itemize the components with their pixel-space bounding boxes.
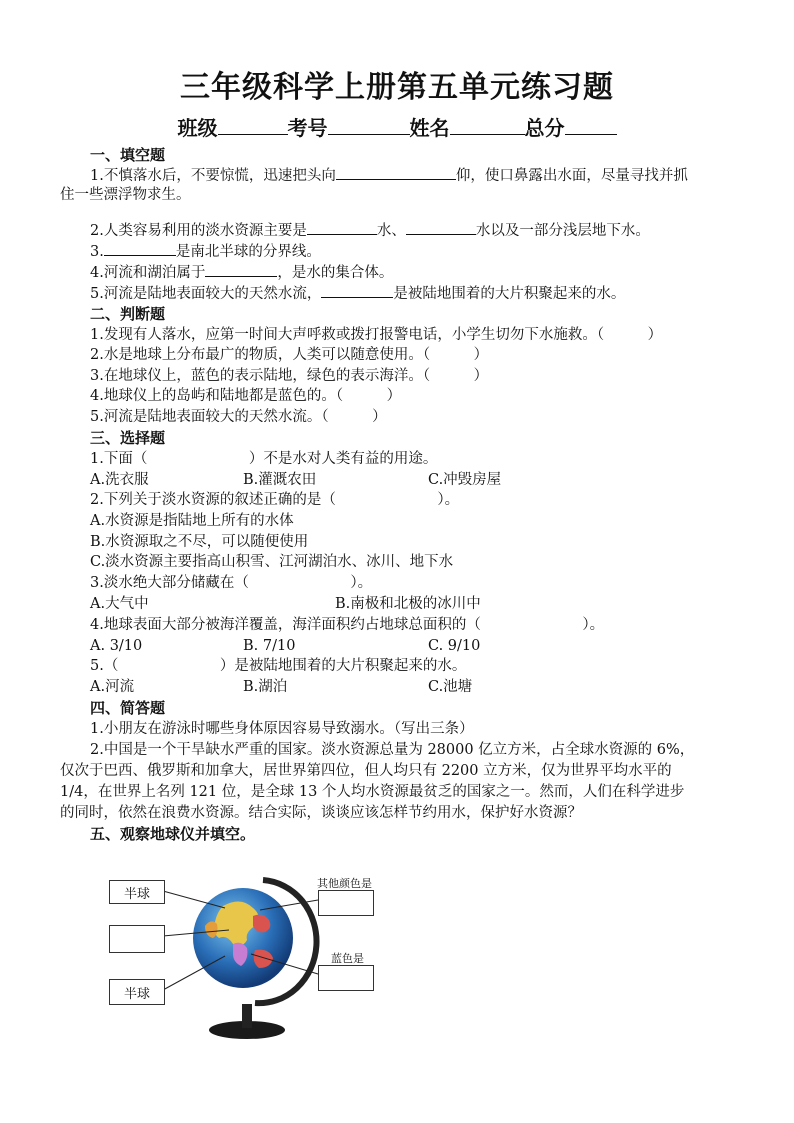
- judge-q5[interactable]: 5.河流是陆地表面较大的天然水流。（ ）: [90, 409, 387, 425]
- student-info-line: [0, 112, 794, 141]
- short-q2-line2: 仅次于巴西、俄罗斯和加拿大，居世界第四位，但人均只有 2200 立方米，仅为世界平均水平的: [60, 763, 672, 779]
- fill-q2-text-a: 2.人类容易利用的淡水资源主要是: [90, 223, 307, 239]
- exam-no-label: 考号: [287, 116, 328, 140]
- choice-q2: 2.下列关于淡水资源的叙述正确的是（ ）。: [90, 492, 460, 508]
- fill-q2-blank-1[interactable]: [307, 220, 377, 235]
- fill-q5-text-b: 是被陆地围着的大片积聚起来的水。: [393, 286, 626, 302]
- choice-q4-opt-b[interactable]: B. 7/10: [243, 638, 296, 654]
- blue-color-answer-box[interactable]: [318, 965, 374, 991]
- choice-q2-opt-b[interactable]: B.水资源取之不尽，可以随便使用: [90, 534, 309, 550]
- other-color-caption: 其他颜色是: [317, 877, 372, 890]
- score-label: 总分: [524, 116, 565, 140]
- short-q2-line1: 2.中国是一个干旱缺水严重的国家。淡水资源总量为 28000 亿立方米，占全球水资源的 6%，: [90, 742, 695, 758]
- section-choice-heading: 三、选择题: [90, 429, 166, 447]
- short-q1: 1.小朋友在游泳时哪些身体原因容易导致溺水。（写出三条）: [90, 721, 474, 737]
- fill-q5: [90, 283, 625, 304]
- name-label: 姓名: [409, 116, 450, 140]
- answer-box-middle[interactable]: [109, 925, 165, 953]
- fill-q1-blank[interactable]: [336, 165, 456, 180]
- choice-q1: 1.下面（ ）不是水对人类有益的用途。: [90, 451, 438, 467]
- judge-q1[interactable]: 1.发现有人落水，应第一时间大声呼救或拨打报警电话，小学生切勿下水施救。（ ）: [90, 327, 663, 343]
- class-label: 班级: [177, 116, 218, 140]
- choice-q4: 4.地球表面大部分被海洋覆盖，海洋面积约占地球总面积的（ ）。: [90, 617, 605, 633]
- class-blank[interactable]: [218, 116, 288, 135]
- fill-q4: [90, 262, 393, 283]
- choice-q5-opt-b[interactable]: B.湖泊: [243, 679, 288, 695]
- choice-q2-opt-a[interactable]: A.水资源是指陆地上所有的水体: [90, 513, 294, 529]
- fill-q1-text-a: 1.不慎落水后，不要惊慌，迅速把头向: [90, 168, 336, 184]
- choice-q3: 3.淡水绝大部分储藏在（ ）。: [90, 575, 373, 591]
- other-color-answer-box[interactable]: [318, 890, 374, 916]
- choice-q4-opt-c[interactable]: C. 9/10: [428, 638, 481, 654]
- fill-q5-text-a: 5.河流是陆地表面较大的天然水流，: [90, 286, 322, 302]
- fill-q2-text-c: 水以及一部分浅层地下水。: [475, 223, 650, 239]
- globe-diagram: [105, 868, 405, 1048]
- fill-q2-text-b: 水、: [376, 223, 406, 239]
- judge-q2[interactable]: 2.水是地球上分布最广的物质，人类可以随意使用。（ ）: [90, 347, 489, 363]
- score-blank[interactable]: [565, 116, 617, 135]
- name-blank[interactable]: [450, 116, 525, 135]
- exam-no-blank[interactable]: [328, 116, 410, 135]
- fill-q3: [90, 241, 321, 262]
- hemisphere-label-box-bottom: 半球: [109, 979, 165, 1005]
- choice-q1-opt-c[interactable]: C.冲毁房屋: [428, 472, 502, 488]
- fill-q2: [90, 220, 650, 241]
- judge-q4[interactable]: 4.地球仪上的岛屿和陆地都是蓝色的。（ ）: [90, 388, 402, 404]
- fill-q2-blank-2[interactable]: [406, 220, 476, 235]
- choice-q1-opt-a[interactable]: A.洗衣服: [90, 472, 149, 488]
- short-q2-line3: 1/4，在世界上名列 121 位，是全球 13 个人均水资源最贫乏的国家之一。然而，人们在科学进步: [60, 784, 685, 800]
- choice-q5-opt-a[interactable]: A.河流: [90, 679, 135, 695]
- fill-q3-blank[interactable]: [104, 241, 176, 256]
- choice-q2-opt-c[interactable]: C.淡水资源主要指高山积雪、江河湖泊水、冰川、地下水: [90, 554, 454, 570]
- section-globe-heading: 五、观察地球仪并填空。: [90, 825, 256, 843]
- blue-color-caption: 蓝色是: [331, 952, 364, 965]
- section-fill-heading: 一、填空题: [90, 146, 166, 164]
- fill-q4-text-a: 4.河流和湖泊属于: [90, 265, 206, 281]
- section-judge-heading: 二、判断题: [90, 305, 166, 323]
- hemisphere-label-box-top: 半球: [109, 880, 165, 904]
- fill-q1-text-b: 仰，使口鼻露出水面，尽量寻找并抓: [455, 168, 688, 184]
- section-short-heading: 四、简答题: [90, 699, 166, 717]
- choice-q3-opt-a[interactable]: A.大气中: [90, 596, 149, 612]
- fill-q4-text-b: ，是水的集合体。: [277, 265, 394, 281]
- fill-q5-blank[interactable]: [321, 283, 393, 298]
- choice-q4-opt-a[interactable]: A. 3/10: [90, 638, 143, 654]
- fill-q1-line1: [90, 165, 688, 186]
- short-q2-line4: 的同时，依然在浪费水资源。结合实际，谈谈应该怎样节约用水，保护好水资源？: [60, 805, 582, 821]
- choice-q1-opt-b[interactable]: B.灌溉农田: [243, 472, 317, 488]
- choice-q5-opt-c[interactable]: C.池塘: [428, 679, 473, 695]
- fill-q4-blank[interactable]: [205, 262, 277, 277]
- fill-q1-line2: 住一些漂浮物求生。: [60, 187, 191, 203]
- fill-q3-text-a: 3.: [90, 244, 104, 260]
- choice-q5: 5.（ ）是被陆地围着的大片积聚起来的水。: [90, 658, 467, 674]
- page-title: 三年级科学上册第五单元练习题: [180, 70, 614, 105]
- choice-q3-opt-b[interactable]: B.南极和北极的冰川中: [335, 596, 481, 612]
- fill-q3-text-b: 是南北半球的分界线。: [175, 244, 321, 260]
- judge-q3[interactable]: 3.在地球仪上，蓝色的表示陆地，绿色的表示海洋。（ ）: [90, 368, 489, 384]
